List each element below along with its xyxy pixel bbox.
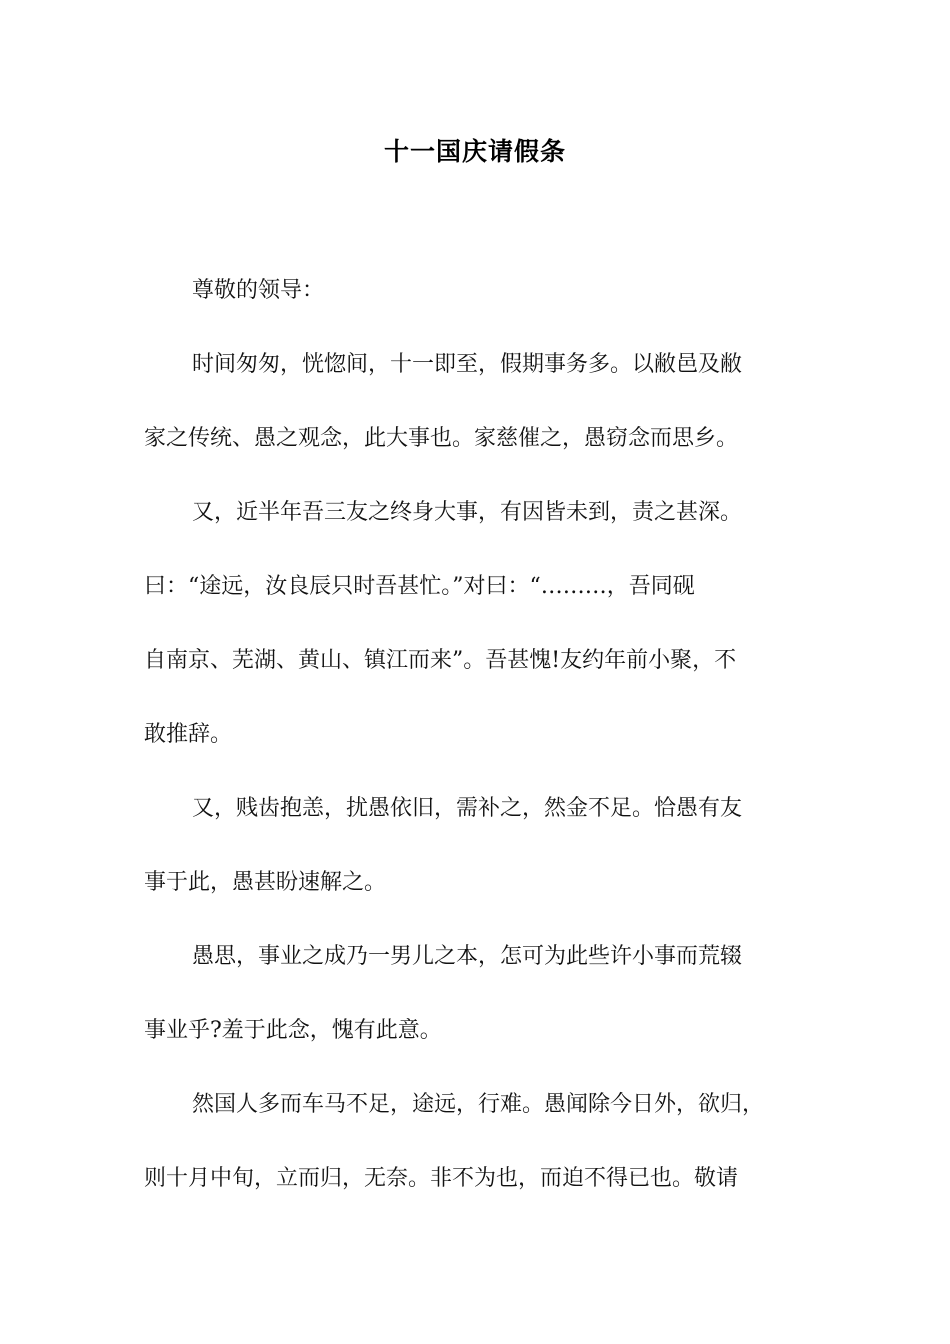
paragraph-line: 曰：“途远，汝良辰只时吾甚忙。”对曰：“………，吾同砚 (144, 574, 695, 599)
paragraph-line: 则十月中旬，立而归，无奈。非不为也，而迫不得已也。敬请 (144, 1166, 739, 1191)
salutation: 尊敬的领导： (192, 278, 325, 303)
paragraph-line: 然国人多而车马不足，途远，行难。愚闻除今日外，欲归， (192, 1092, 765, 1117)
document-title: 十一国庆请假条 (383, 137, 566, 166)
paragraph-line: 又，近半年吾三友之终身大事，有因皆未到，责之甚深。 (192, 500, 743, 525)
paragraph-line: 家之传统、愚之观念，此大事也。家慈催之，愚窃念而思乡。 (144, 426, 739, 451)
document-body (144, 254, 814, 1216)
paragraph-line: 事于此，愚甚盼速解之。 (144, 870, 387, 895)
paragraph-line: 又，贱齿抱恙，扰愚依旧，需补之，然金不足。恰愚有友 (192, 796, 743, 821)
paragraph-line: 敢推辞。 (144, 722, 233, 747)
paragraph-line: 时间匆匆，恍惚间，十一即至，假期事务多。以敝邑及敝 (192, 352, 743, 377)
paragraph-line: 自南京、芜湖、黄山、镇江而来”。吾甚愧!友约年前小聚，不 (144, 648, 737, 673)
paragraph-line: 事业乎?羞于此念，愧有此意。 (144, 1018, 442, 1043)
paragraph-line: 愚思，事业之成乃一男儿之本，怎可为此些许小事而荒辍 (192, 944, 743, 969)
